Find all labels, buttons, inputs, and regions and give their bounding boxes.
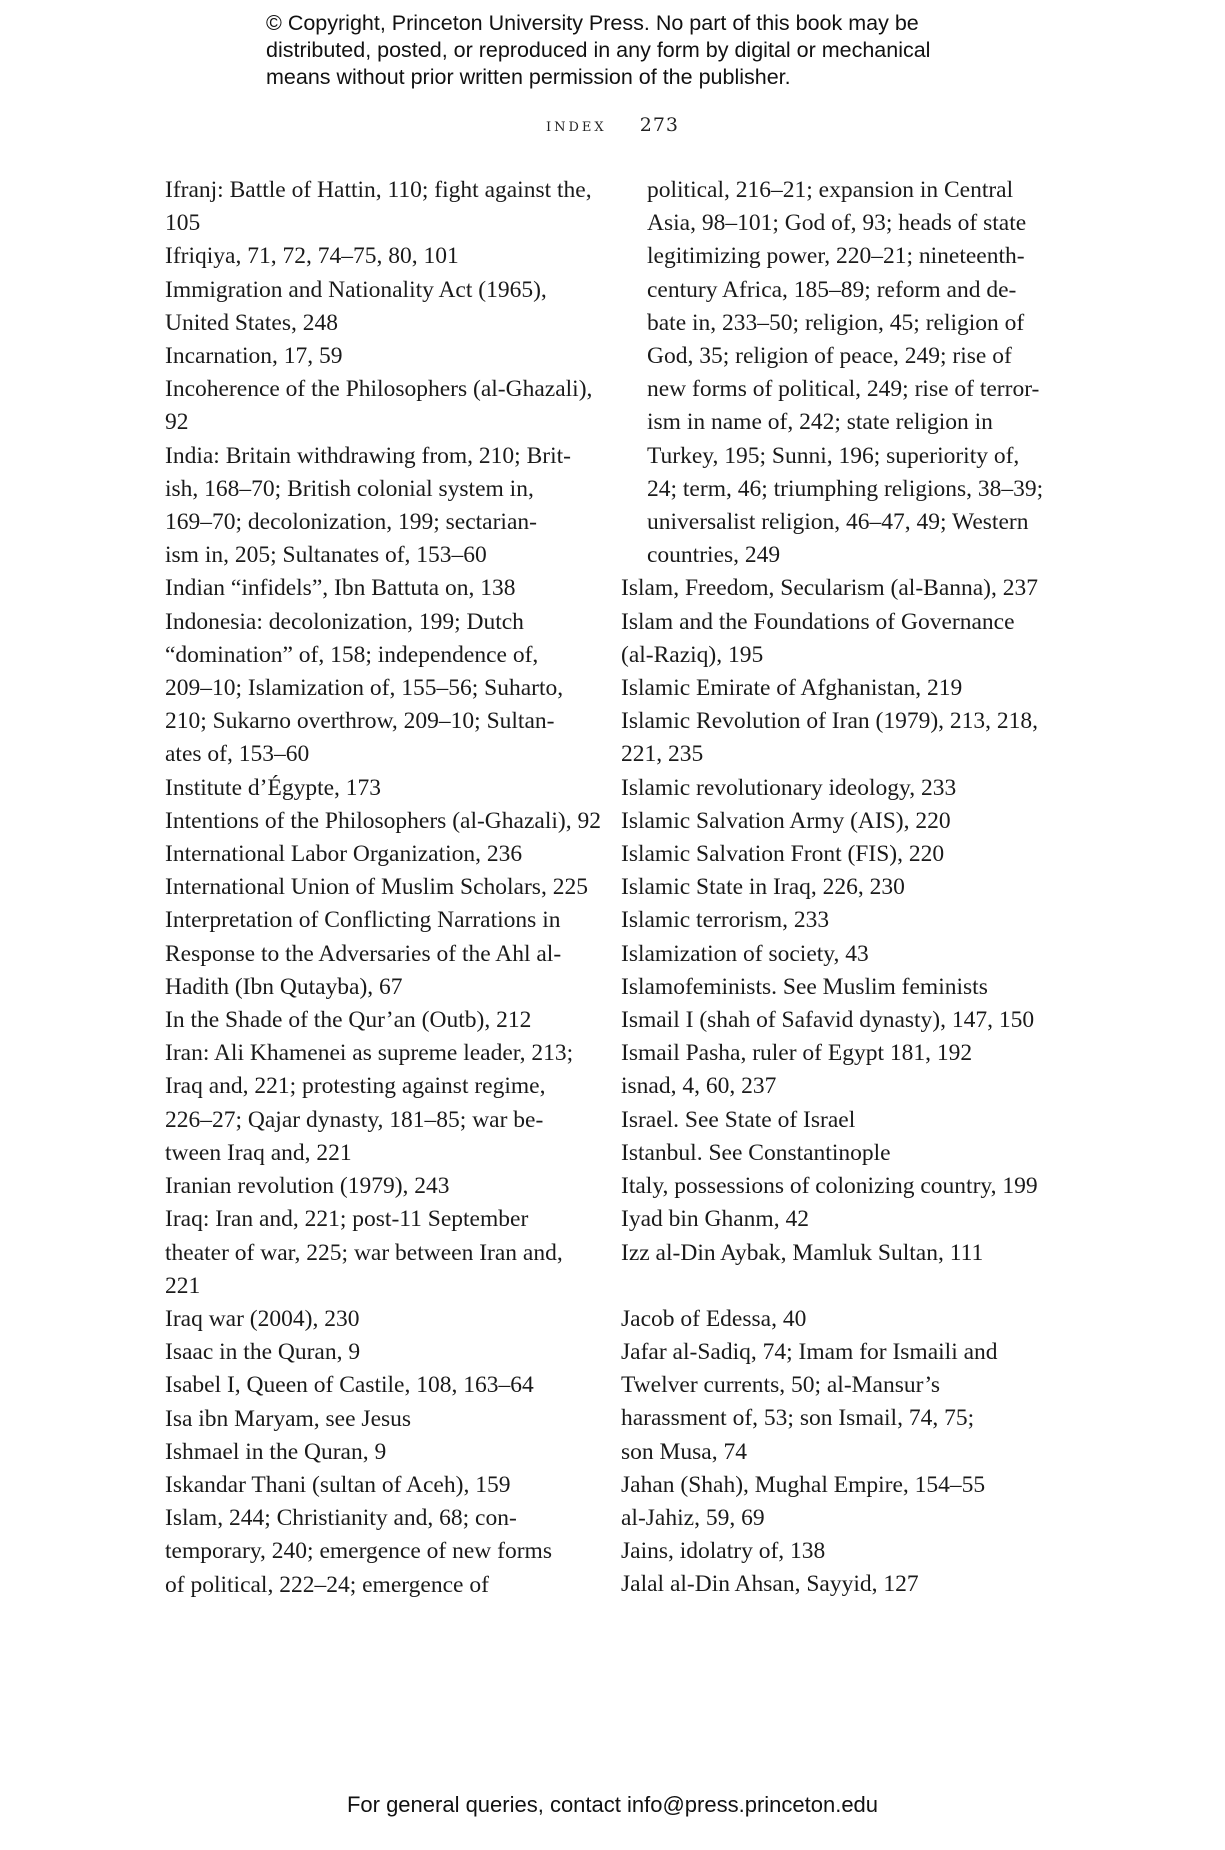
index-entry-line: Jains, idolatry of, 138 <box>621 1538 826 1565</box>
index-entry <box>165 1469 585 1502</box>
index-entry-line: Islamofeminists. See Muslim feminists <box>621 973 988 1000</box>
index-entry-line: United States, 248 <box>165 309 338 336</box>
index-entry-line: Isaac in the Quran, 9 <box>165 1339 361 1366</box>
copyright-line: distributed, posted, or reproduced in any form by digital or mechanical <box>266 38 931 62</box>
index-entry-line: Jafar al-Sadiq, 74; Imam for Ismaili and <box>621 1338 998 1365</box>
index-entry <box>621 174 1051 572</box>
index-entry-line: ism in name of, 242; state religion in <box>647 409 993 436</box>
index-entry-line: al-Jahiz, 59, 69 <box>621 1504 765 1531</box>
index-entry <box>165 1436 585 1469</box>
index-entry-line: 209–10; Islamization of, 155–56; Suharto, <box>165 675 564 702</box>
index-entry <box>621 1336 1051 1469</box>
index-entry-line: Immigration and Nationality Act (1965), <box>165 276 547 303</box>
index-entry-line: Islam and the Foundations of Governance <box>621 608 1015 635</box>
index-entry-line: Islamic Revolution of Iran (1979), 213, 218, <box>621 708 1039 735</box>
index-entry <box>165 1502 585 1602</box>
index-entry <box>165 772 585 805</box>
index-entry-line: International Union of Muslim Scholars, 225 <box>165 874 588 901</box>
index-entry-line: legitimizing power, 220–21; nineteenth- <box>647 243 1025 270</box>
index-entry-line: Islamization of society, 43 <box>621 940 869 967</box>
index-entry-line: International Labor Organization, 236 <box>165 841 523 868</box>
index-entry-line: Iran: Ali Khamenei as supreme leader, 213; <box>165 1040 574 1067</box>
index-entry <box>621 1568 1051 1601</box>
index-entry <box>165 274 585 340</box>
index-entry-line: Islamic Emirate of Afghanistan, 219 <box>621 675 963 702</box>
index-entry <box>621 1170 1051 1203</box>
index-entry-line: Islam, Freedom, Secularism (al-Banna), 237 <box>621 575 1039 602</box>
index-entry-line: Incoherence of the Philosophers (al-Ghazali), <box>165 376 593 403</box>
index-entry-line: (al-Raziq), 195 <box>621 641 764 668</box>
index-entry <box>165 1004 585 1037</box>
index-entry <box>165 1303 585 1336</box>
index-entry-line: Italy, possessions of colonizing country, 199 <box>621 1173 1038 1200</box>
running-head-label: index <box>546 114 607 136</box>
index-entry-line: Ifriqiya, 71, 72, 74–75, 80, 101 <box>165 243 459 270</box>
index-entry-line: Interpretation of Conflicting Narrations in <box>165 907 561 934</box>
index-entry-line: ish, 168–70; British colonial system in, <box>165 475 534 502</box>
index-entry-line: century Africa, 185–89; reform and de- <box>647 276 1017 303</box>
index-entry <box>621 572 1051 605</box>
index-column-right <box>621 174 1051 1602</box>
index-entry-line: Indonesia: decolonization, 199; Dutch <box>165 608 524 635</box>
index-entry <box>621 971 1051 1004</box>
index-entry-line: of political, 222–24; emergence of <box>165 1571 489 1598</box>
index-entry-line: Ifranj: Battle of Hattin, 110; fight against the, <box>165 177 592 203</box>
index-entry-line: India: Britain withdrawing from, 210; Brit- <box>165 442 571 469</box>
index-entry-line: Indian “infidels”, Ibn Battuta on, 138 <box>165 575 516 602</box>
index-entry-line: Jahan (Shah), Mughal Empire, 154–55 <box>621 1471 986 1498</box>
index-entry <box>621 838 1051 871</box>
copyright-line: © Copyright, Princeton University Press. No part of this book may be <box>266 11 919 35</box>
index-entry <box>621 1502 1051 1535</box>
index-column-left <box>165 174 601 1602</box>
index-entry-line: 92 <box>165 409 189 436</box>
index-entry-line: political, 216–21; expansion in Central <box>647 177 1014 203</box>
index-entry <box>621 1070 1051 1103</box>
index-entry-line: Intentions of the Philosophers (al-Ghazali), 92 <box>165 807 601 834</box>
index-entry <box>165 1369 585 1402</box>
index-entry <box>165 373 593 439</box>
index-entry-line: theater of war, 225; war between Iran and, <box>165 1239 563 1266</box>
index-entry-line: Asia, 98–101; God of, 93; heads of state <box>647 210 1027 237</box>
index-entry-line: Iyad bin Ghanm, 42 <box>621 1206 809 1233</box>
index-entry-line: Incarnation, 17, 59 <box>165 343 343 370</box>
index-entry-line: Hadith (Ibn Qutayba), 67 <box>165 973 403 1000</box>
index-entry-line: Israel. See State of Israel <box>621 1106 856 1133</box>
index-entry <box>165 606 585 772</box>
index-entry-line: In the Shade of the Qur’an (Outb), 212 <box>165 1007 532 1034</box>
index-entry <box>621 1004 1051 1037</box>
index-entry <box>621 1104 1051 1137</box>
index-entry-line: “domination” of, 158; independence of, <box>165 641 539 668</box>
index-entry <box>621 705 1051 771</box>
index-entry-line: Iranian revolution (1979), 243 <box>165 1173 450 1200</box>
index-entry <box>165 838 585 871</box>
index-entry-line: new forms of political, 249; rise of terror- <box>647 376 1040 403</box>
index-entry-line: 221, 235 <box>621 741 704 768</box>
index-entry-line: 226–27; Qajar dynasty, 181–85; war be- <box>165 1106 544 1133</box>
index-entry-line: harassment of, 53; son Ismail, 74, 75; <box>621 1405 975 1432</box>
index-entry-line: Twelver currents, 50; al-Mansur’s <box>621 1372 940 1399</box>
index-entry <box>165 440 585 573</box>
index-entry-line: 169–70; decolonization, 199; sectarian- <box>165 509 537 536</box>
index-entry-line: 105 <box>165 210 201 237</box>
index-entry-line: Ishmael in the Quran, 9 <box>165 1438 387 1465</box>
index-entry <box>165 572 585 605</box>
index-entry <box>621 1535 1051 1568</box>
index-entry <box>621 672 1051 705</box>
index-entry-line: Iraq and, 221; protesting against regime, <box>165 1073 546 1100</box>
index-entry <box>165 340 585 373</box>
index-entry-line: temporary, 240; emergence of new forms <box>165 1538 552 1565</box>
index-entry-line: Istanbul. See Constantinople <box>621 1139 891 1166</box>
index-entry <box>621 1469 1051 1502</box>
index-entry-line: 24; term, 46; triumphing religions, 38–39; <box>647 475 1044 502</box>
index-entry-line: bate in, 233–50; religion, 45; religion of <box>647 309 1025 336</box>
index-entry <box>621 1203 1051 1236</box>
index-entry <box>165 174 592 240</box>
index-entry-line: Islam, 244; Christianity and, 68; con- <box>165 1505 517 1532</box>
index-entry-line: ates of, 153–60 <box>165 741 310 768</box>
index-entry-line: Ismail I (shah of Safavid dynasty), 147, 150 <box>621 1007 1035 1034</box>
index-entry-line: Islamic State in Iraq, 226, 230 <box>621 874 905 901</box>
index-entry-line: Turkey, 195; Sunni, 196; superiority of, <box>647 442 1020 469</box>
index-entry-line: Islamic Salvation Army (AIS), 220 <box>621 807 951 834</box>
index-entry-line: 210; Sukarno overthrow, 209–10; Sultan- <box>165 708 555 735</box>
index-entry-line: countries, 249 <box>647 542 781 569</box>
index-entry <box>165 1336 585 1369</box>
index-entry-line: universalist religion, 46–47, 49; Western <box>647 509 1029 536</box>
index-entry <box>165 1037 585 1170</box>
index-entry-line: Iraq: Iran and, 221; post-11 September <box>165 1206 529 1233</box>
index-entry <box>621 1303 1051 1336</box>
index-entry-line: God, 35; religion of peace, 249; rise of <box>647 343 1012 370</box>
index-entry <box>165 1403 585 1436</box>
index-entry-line: Isa ibn Maryam, see Jesus <box>165 1405 412 1432</box>
index-entry-line: Islamic Salvation Front (FIS), 220 <box>621 841 945 868</box>
index-entry <box>165 805 601 838</box>
index-entry <box>165 1203 585 1303</box>
index-entry-line: Izz al-Din Aybak, Mamluk Sultan, 111 <box>621 1239 984 1266</box>
index-entry <box>621 606 1051 672</box>
index-entry <box>621 1137 1051 1170</box>
index-entry-line: Iraq war (2004), 230 <box>165 1305 360 1332</box>
index-entry-line: 221 <box>165 1272 201 1299</box>
index-entry <box>165 1170 585 1203</box>
index-entry <box>621 938 1051 971</box>
index-entry-line: son Musa, 74 <box>621 1438 747 1465</box>
index-entry-line: Jacob of Edessa, 40 <box>621 1305 807 1332</box>
index-entry-line: tween Iraq and, 221 <box>165 1139 352 1166</box>
footer-contact: For general queries, contact info@press.princeton.edu <box>346 1792 879 1817</box>
index-entry <box>165 904 585 1004</box>
page-number: 273 <box>639 114 679 136</box>
index-entry-line: Iskandar Thani (sultan of Aceh), 159 <box>165 1471 511 1498</box>
running-head <box>0 114 1225 136</box>
index-entry <box>621 1237 1051 1270</box>
copyright-notice <box>266 10 1026 91</box>
index-entry-line: isnad, 4, 60, 237 <box>621 1073 777 1100</box>
index-entry-line: Institute d’Égypte, 173 <box>165 774 382 801</box>
index-entry-line: Isabel I, Queen of Castile, 108, 163–64 <box>165 1372 534 1399</box>
index-entry-line: Islamic terrorism, 233 <box>621 907 830 934</box>
index-entry <box>621 871 1051 904</box>
index-entry <box>165 240 585 273</box>
index-entry <box>621 772 1051 805</box>
index-entry <box>621 904 1051 937</box>
index-entry-line: ism in, 205; Sultanates of, 153–60 <box>165 542 487 569</box>
index-entry-line: Response to the Adversaries of the Ahl al- <box>165 940 562 967</box>
index-entry <box>621 805 1051 838</box>
index-entry <box>621 1037 1051 1070</box>
index-entry <box>165 871 588 904</box>
copyright-line: means without prior written permission of the publisher. <box>266 65 791 89</box>
index-entry-line: Islamic revolutionary ideology, 233 <box>621 774 957 801</box>
index-entry-line: Jalal al-Din Ahsan, Sayyid, 127 <box>621 1571 919 1598</box>
index-entry-line: Ismail Pasha, ruler of Egypt 181, 192 <box>621 1040 973 1067</box>
